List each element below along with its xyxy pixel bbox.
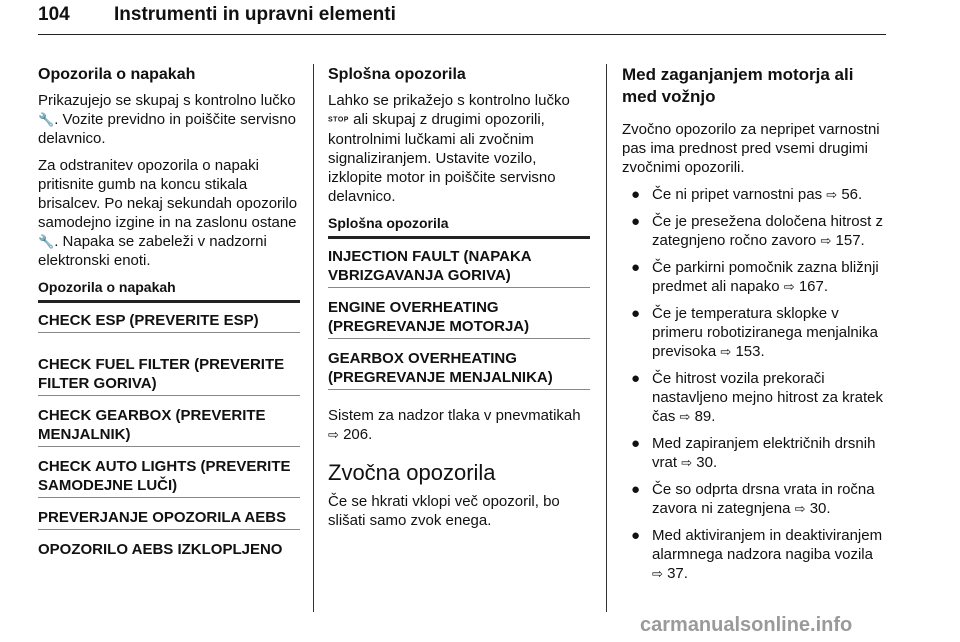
list-item-text: Če je presežena določena hitrost z zategnjeno ročno zavoro: [652, 213, 883, 249]
section-heading-fault-warnings: Opozorila o napakah: [38, 66, 196, 83]
paragraph-fault-intro: [38, 91, 300, 148]
section-title-audible-warnings: Zvočna opozorila: [328, 459, 496, 485]
reference-arrow-icon: ⇨: [679, 409, 691, 424]
section-heading-engine-start: Med zaganjanjem motorja ali med vožnjo: [622, 65, 854, 106]
list-item-text: Če parkirni pomočnik zazna bližnji predmet ali napako: [652, 259, 879, 295]
page-reference: 157.: [835, 232, 865, 249]
list-item: CHECK FUEL FILTER (PREVERITE FILTER GORIVA): [38, 355, 300, 396]
watermark[interactable]: carmanualsonline.info: [640, 614, 853, 636]
page-header: [38, 4, 886, 44]
list-item: [622, 185, 888, 204]
list-item: [622, 212, 888, 250]
page-number: 104: [38, 4, 70, 25]
list-item: CHECK GEARBOX (PREVERITE MENJALNIK): [38, 406, 300, 447]
column-1: [38, 64, 300, 571]
general-warning-list: [328, 247, 590, 390]
bullet-icon: ●: [631, 481, 641, 498]
paragraph-general-intro: [328, 91, 590, 206]
table-heading-fault-warnings: Opozorila o napakah: [38, 278, 300, 303]
page-reference: 167.: [798, 278, 829, 295]
section-heading-general-warnings: Splošna opozorila: [328, 66, 466, 83]
paragraph-fault-intro-a: Prikazujejo se skupaj s kontrolno lučko: [38, 92, 296, 109]
list-item: [622, 434, 888, 472]
list-item: [622, 480, 888, 518]
paragraph-general-intro-b: ali skupaj z drugimi opozorili, kontrolnimi lučkami ali zvočnim signaliziranjem. Ustavite vozilo, izklopite motor in poiščite servisno delavnico.: [328, 111, 556, 205]
list-item-text: Če je temperatura sklopke v primeru robotiziranega menjalnika previsoka: [652, 305, 878, 360]
audible-warning-list: [622, 185, 888, 583]
bullet-icon: ●: [631, 259, 641, 276]
list-item-text: Če so odprta drsna vrata in ročna zavora ni zategnjena: [652, 481, 875, 517]
page-reference: 206.: [343, 425, 373, 443]
bullet-icon: ●: [631, 186, 641, 203]
header-rule: [38, 34, 886, 35]
column-3: [622, 64, 888, 591]
bullet-icon: ●: [631, 213, 641, 230]
paragraph-tyre-pressure-text: Sistem za nadzor tlaka v pnevmatikah: [328, 406, 581, 424]
list-item: [622, 304, 888, 361]
list-item: [622, 526, 888, 583]
wrench-icon: 🔧: [38, 112, 55, 127]
fault-warning-list: [38, 311, 300, 561]
paragraph-fault-intro-b: . Vozite previdno in poiščite servisno delavnico.: [38, 111, 296, 147]
list-item: [622, 258, 888, 296]
wrench-icon: 🔧: [38, 234, 55, 249]
table-heading-general-warnings: Splošna opozorila: [328, 214, 590, 239]
reference-arrow-icon: ⇨: [783, 279, 795, 294]
column-divider-2: [606, 64, 607, 612]
list-item: GEARBOX OVERHEATING (PREGREVANJE MENJALNIKA): [328, 349, 590, 390]
list-item: CHECK ESP (PREVERITE ESP): [38, 311, 300, 333]
list-item-text: Med zapiranjem električnih drsnih vrat: [652, 435, 876, 471]
page-reference: 30.: [809, 500, 831, 517]
page-reference: 153.: [735, 343, 765, 360]
paragraph-fault-clear-b: . Napaka se zabeleži v nadzorni elektronski enoti.: [38, 233, 267, 269]
reference-arrow-icon: ⇨: [826, 187, 838, 202]
bullet-icon: ●: [631, 527, 641, 544]
bullet-icon: ●: [631, 370, 641, 387]
reference-arrow-icon: ⇨: [794, 501, 806, 516]
list-item-text: Med aktiviranjem in deaktiviranjem alarmnega nadzora nagiba vozila: [652, 527, 883, 563]
page-reference: 37.: [667, 565, 688, 582]
list-item: ENGINE OVERHEATING (PREGREVANJE MOTORJA): [328, 298, 590, 339]
paragraph-fault-clear-a: Za odstranitev opozorila o napaki pritisnite gumb na koncu stikala brisalcev. Po nekaj sekundah opozorilo samodejno izgine in na zaslonu ostane: [38, 157, 298, 231]
list-item: CHECK AUTO LIGHTS (PREVERITE SAMODEJNE LUČI): [38, 457, 300, 498]
page-reference: 56.: [841, 186, 863, 203]
reference-arrow-icon: ⇨: [652, 566, 663, 581]
page-reference: 30.: [696, 454, 718, 471]
page-title: Instrumenti in upravni elementi: [114, 4, 396, 25]
reference-arrow-icon: ⇨: [681, 455, 693, 470]
reference-arrow-icon: ⇨: [328, 426, 339, 442]
column-2: [328, 64, 590, 538]
bullet-icon: ●: [631, 305, 641, 322]
paragraph-fault-clear: [38, 156, 300, 270]
paragraph-general-intro-a: Lahko se prikažejo s kontrolno lučko: [328, 92, 570, 109]
page-reference: 89.: [694, 408, 716, 425]
list-item-text: Če ni pripet varnostni pas: [652, 186, 827, 203]
paragraph-seatbelt-priority: Zvočno opozorilo za nepripet varnostni pas ima prednost pred vsemi drugimi zvočnimi opozorili.: [622, 121, 880, 176]
list-item: INJECTION FAULT (NAPAKA VBRIZGAVANJA GORIVA): [328, 247, 590, 288]
list-item: PREVERJANJE OPOZORILA AEBS: [38, 508, 300, 530]
list-item: OPOZORILO AEBS IZKLOPLJENO: [38, 541, 283, 558]
reference-arrow-icon: ⇨: [820, 233, 832, 248]
paragraph-tyre-pressure: [328, 406, 590, 444]
reference-arrow-icon: ⇨: [720, 344, 732, 359]
list-item-text: Če hitrost vozila prekorači nastavljeno mejno hitrost za kratek čas: [652, 370, 883, 425]
bullet-icon: ●: [631, 435, 641, 452]
column-divider-1: [313, 64, 314, 612]
paragraph-audible: Če se hkrati vklopi več opozoril, bo slišati samo zvok enega.: [328, 492, 560, 529]
list-item: [622, 369, 888, 426]
stop-icon: STOP: [328, 116, 349, 124]
